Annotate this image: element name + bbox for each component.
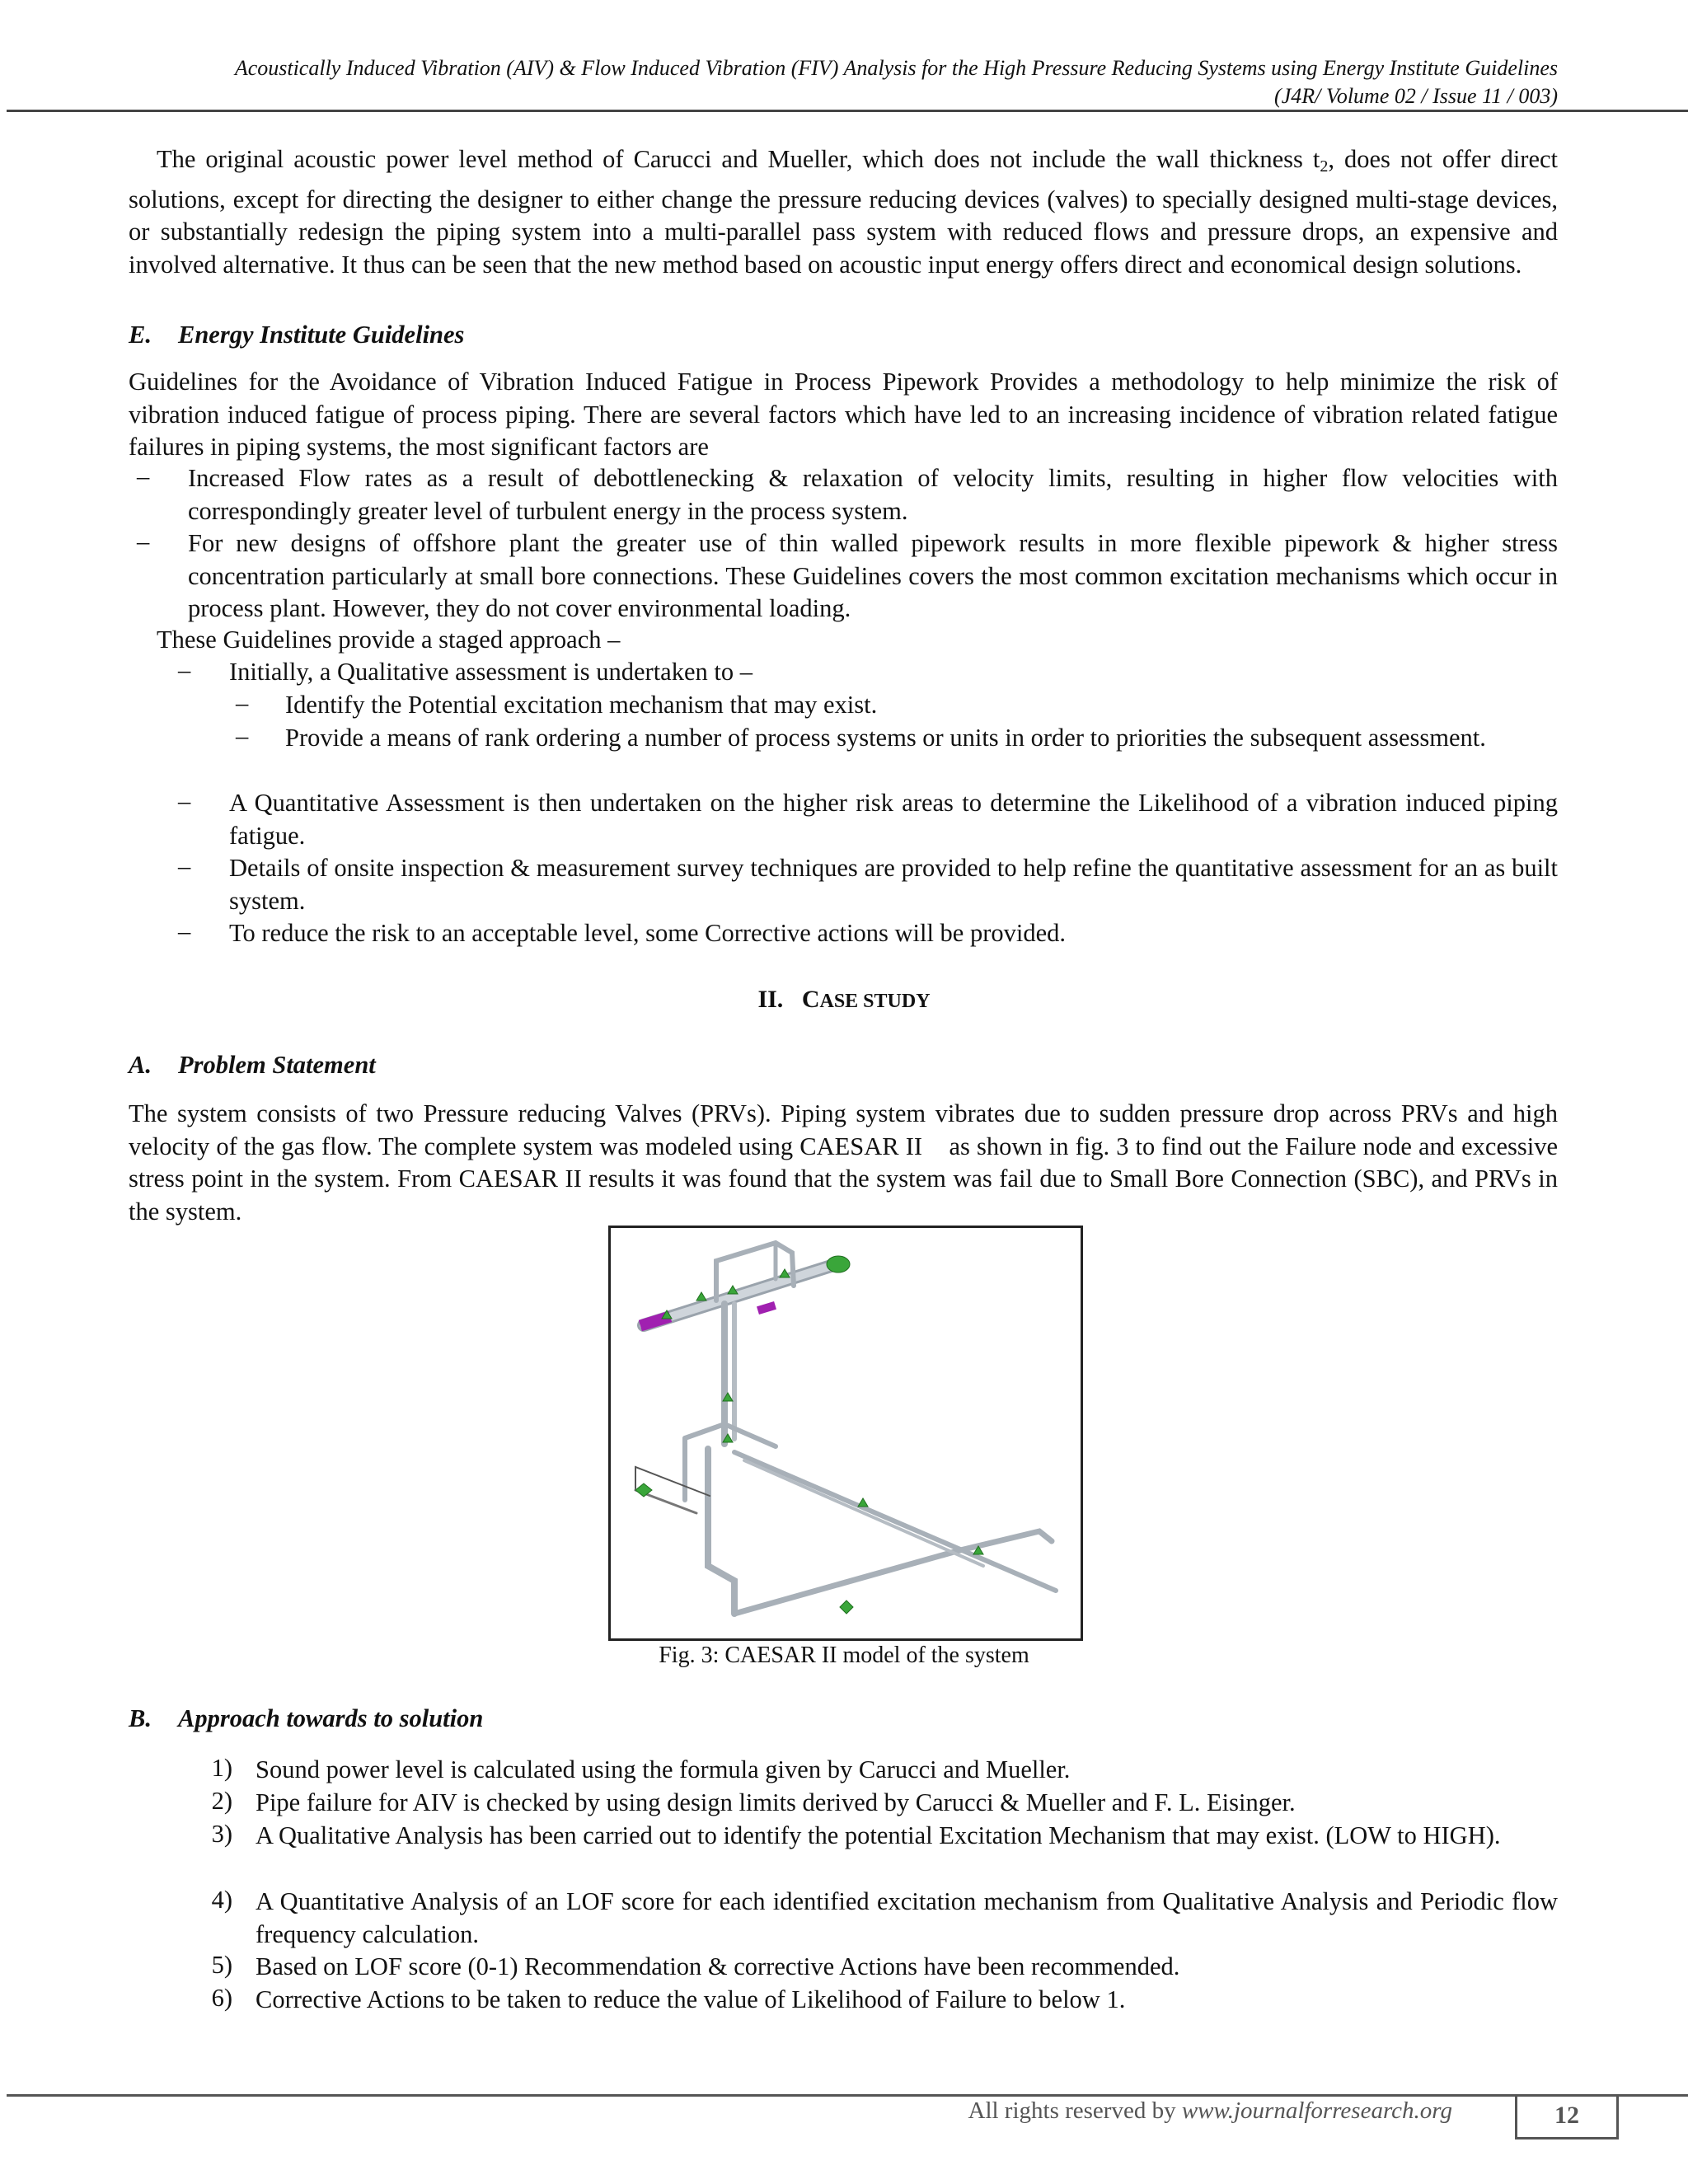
section-e-label: E. (129, 321, 152, 349)
step-number: 4) (211, 1886, 232, 1914)
section-e-paragraph (129, 366, 1558, 464)
step-text: Sound power level is calculated using the formula given by Carucci and Mueller. (256, 1755, 1071, 1783)
section-a-paragraph (129, 1098, 1564, 1228)
factor-dash-2: – (137, 527, 150, 555)
intro-text-a: The original acoustic power level method of Carucci and Mueller, which does not include the wall thickness t (157, 145, 1320, 173)
section-b-title: Approach towards to solution (178, 1704, 484, 1732)
stage-item-4: To reduce the risk to an acceptable level, some Corrective actions will be provided. (229, 919, 1067, 947)
factor-dash-1: – (137, 462, 150, 490)
substage-dash-1: – (236, 689, 249, 717)
running-head-title: Acoustically Induced Vibration (AIV) & Flow Induced Vibration (FIV) Analysis for the High Pressure Reducing Systems using Energy Institute Guidelines (234, 56, 1558, 80)
stage-item-1: Initially, a Qualitative assessment is undertaken to – (229, 658, 753, 686)
section-a-text: The system consists of two Pressure reducing Valves (PRVs). Piping system vibrates due to sudden pressure drop across PRVs and high velocity of the gas flow. The complete system was modeled using CAESAR II as shown in fig. 3 to find out the Failure node and excessive stress point in the system. From CAESAR II results it was found that the system was fail due to Small Bore Connection (SBC), and PRVs in the system. (129, 1099, 1564, 1226)
step-text: A Quantitative Analysis of an LOF score for each identified excitation mechanism from Qualitative Analysis and Periodic flow frequency calculation. (256, 1887, 1558, 1948)
footer-rule (7, 2094, 1614, 2097)
factor-item-1: Increased Flow rates as a result of debottlenecking & relaxation of velocity limits, resulting in higher flow velocities with correspondingly greater level of turbulent energy in the process system. (188, 464, 1558, 525)
caesar-model-illustration (611, 1228, 1081, 1638)
stage-dash-3: – (178, 852, 191, 880)
stage-item-2: A Quantitative Assessment is then undertaken on the higher risk areas to determine the Likelihood of a vibration induced piping fatigue. (229, 789, 1558, 850)
step-text: A Qualitative Analysis has been carried out to identify the potential Excitation Mechanism that may exist. (LOW to HIGH). (256, 1821, 1501, 1849)
section-ii-title (0, 986, 1688, 1014)
footer-rights (968, 2097, 1453, 2125)
footer-rule-right (1614, 2094, 1688, 2097)
figure-caption: Fig. 3: CAESAR II model of the system (659, 1643, 1029, 1668)
section-ii-rest: ASE STUDY (819, 991, 931, 1012)
intro-text-b: , does not offer direct solutions, except for directing the designer to either change the pressure reducing devices (valves) to specially designed multi-stage devices, or substantially redesign the piping system into a multi-parallel pass system with reduced flows and pressure drops, an expensive and involved alternative. It thus can be seen that the new method based on acoustic input energy offers direct and economical design solutions. (129, 145, 1558, 279)
step-number: 1) (211, 1754, 232, 1782)
running-head (74, 54, 1558, 110)
figure-3 (608, 1226, 1083, 1641)
step-number: 6) (211, 1984, 232, 2012)
stage-dash-1: – (178, 656, 191, 684)
step-text: Pipe failure for AIV is checked by using design limits derived by Carucci & Mueller and F. L. Eisinger. (256, 1788, 1296, 1816)
staged-intro: These Guidelines provide a staged approach – (157, 626, 621, 654)
stage-dash-2: – (178, 787, 191, 815)
intro-paragraph (129, 143, 1558, 281)
section-a-label: A. (129, 1051, 152, 1079)
step-text: Corrective Actions to be taken to reduce the value of Likelihood of Failure to below 1. (256, 1985, 1126, 2013)
section-ii-cap: C (801, 986, 820, 1013)
section-a-title: Problem Statement (178, 1051, 376, 1079)
footer-rights-text: All rights reserved by (968, 2097, 1182, 2124)
substage-item-1: Identify the Potential excitation mechanism that may exist. (285, 691, 878, 719)
section-e-text: Guidelines for the Avoidance of Vibration Induced Fatigue in Process Pipework Provides a methodology to help minimize the risk of vibration induced fatigue of process piping. There are several factors which have led to an increasing incidence of vibration related fatigue failures in piping systems, the most significant factors are (129, 368, 1558, 461)
substage-item-2: Provide a means of rank ordering a number of process systems or units in order to priorities the subsequent assessment. (285, 724, 1486, 752)
section-a-heading (129, 1051, 376, 1080)
section-ii-numeral: II. (757, 986, 784, 1013)
page-number: 12 (1515, 2094, 1619, 2139)
section-e-heading (129, 321, 464, 349)
section-e-title: Energy Institute Guidelines (178, 321, 465, 349)
step-number: 3) (211, 1820, 232, 1848)
section-b-label: B. (129, 1704, 152, 1732)
running-head-issue: (J4R/ Volume 02 / Issue 11 / 003) (1274, 84, 1558, 108)
section-b-heading (129, 1704, 483, 1733)
step-number: 5) (211, 1951, 232, 1979)
intro-subscript: 2 (1320, 157, 1329, 176)
factor-item-2: For new designs of offshore plant the greater use of thin walled pipework results in more flexible pipework & higher stress concentration particularly at small bore connections. These Guidelines covers the most common excitation mechanisms which occur in process plant. However, they do not cover environmental loading. (188, 529, 1558, 622)
step-number: 2) (211, 1787, 232, 1815)
step-text: Based on LOF score (0-1) Recommendation & corrective Actions have been recommended. (256, 1952, 1180, 1980)
footer-site-link[interactable]: www.journalforresearch.org (1181, 2097, 1452, 2124)
stage-item-3: Details of onsite inspection & measurement survey techniques are provided to help refine the quantitative assessment for an as built system. (229, 854, 1558, 915)
stage-dash-4: – (178, 917, 191, 945)
substage-dash-2: – (236, 722, 249, 750)
header-rule (7, 110, 1688, 112)
